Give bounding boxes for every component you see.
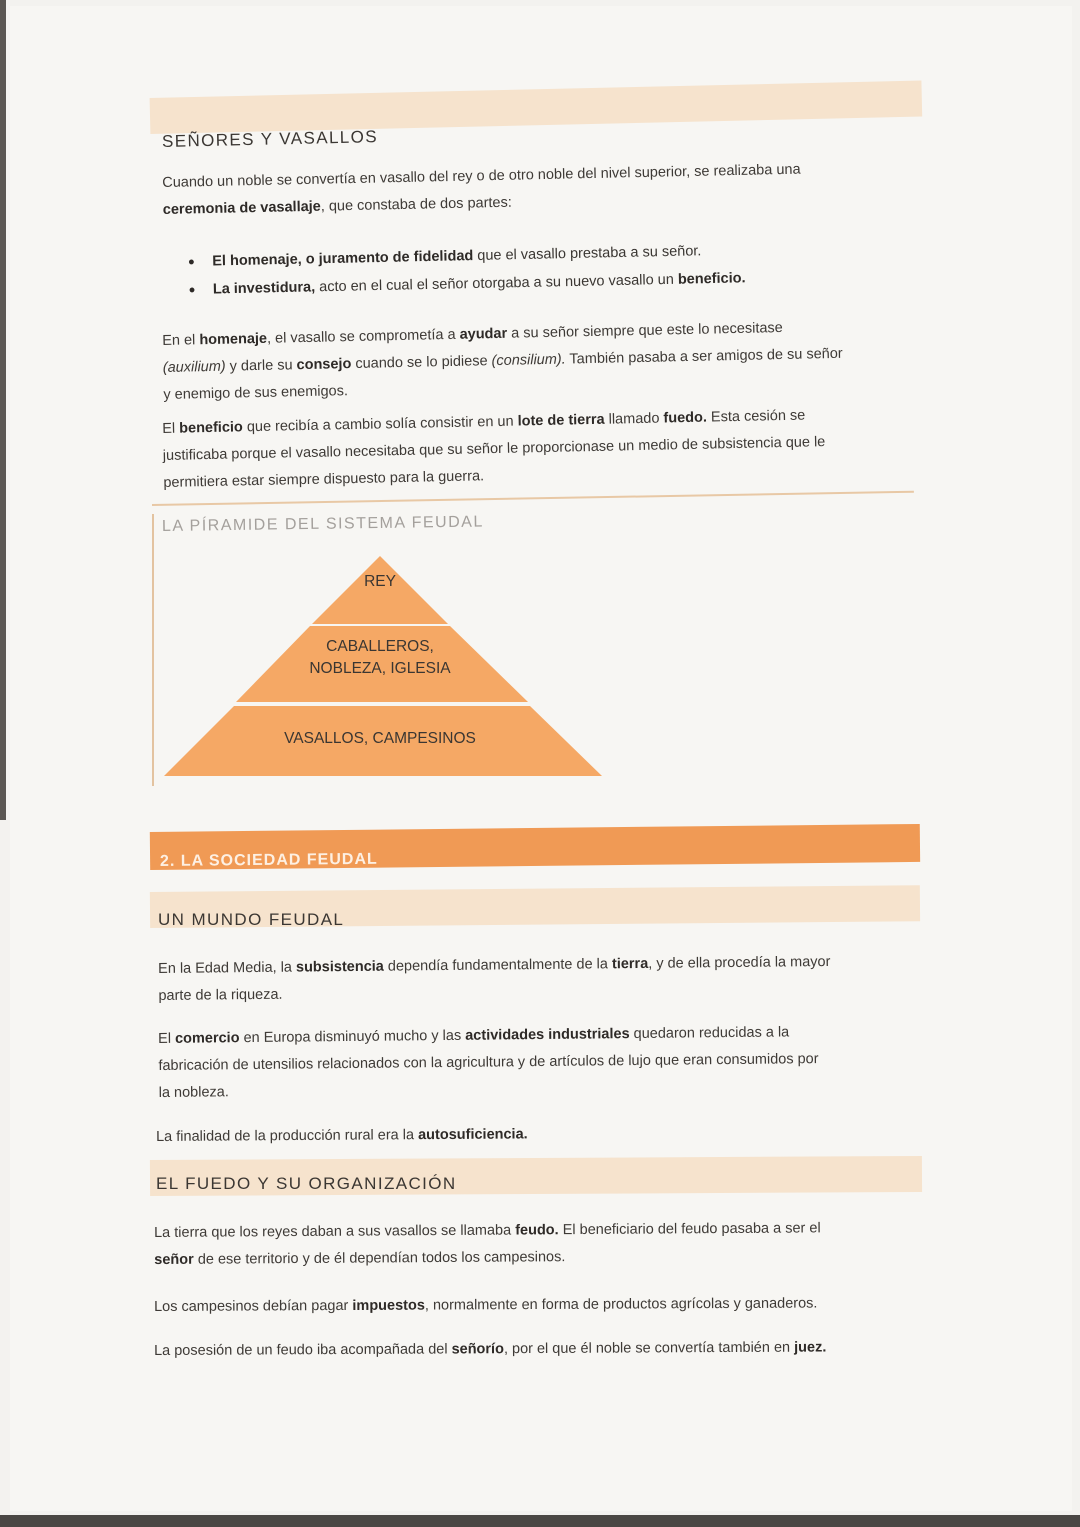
section-heading: EL FUEDO Y SU ORGANIZACIÓN: [156, 1174, 457, 1193]
pyramid-title: LA PÍRAMIDE DEL SISTEMA FEUDAL: [161, 513, 484, 535]
scan-edge-bottom: [0, 1515, 1080, 1527]
document-page: [10, 6, 1072, 1511]
section-heading-band: [150, 80, 923, 134]
pyramid-label-nobleza: CABALLEROS, NOBLEZA, IGLESIA: [309, 638, 451, 677]
section-heading: SEÑORES Y VASALLOS: [161, 127, 379, 151]
chapter-title: 2. LA SOCIEDAD FEUDAL: [159, 850, 378, 870]
paragraph-intro: Cuando un noble se convertía en vasallo del rey o de otro noble del nivel superior, se realizaba una ceremonia de vasallaje, que constaba de dos partes:: [162, 161, 801, 218]
paragraph-homenaje: En el homenaje, el vasallo se comprometía a ayudar a su señor siempre que este lo necesitase (auxilium) y darle su consejo cuando se lo pidiese (consilium). También pasaba a ser amigos de su señor y enemigo de sus enemigos.: [162, 320, 843, 403]
paragraph-subsistencia: En la Edad Media, la subsistencia dependía fundamentalmente de la tierra, y de ella procedía la mayor parte de la riqueza.: [158, 953, 831, 1004]
paragraph-feudo: La tierra que los reyes daban a sus vasallos se llamaba feudo. El beneficiario del feudo pasaba a ser el señor de ese territorio y de él dependían todos los campesinos.: [154, 1220, 821, 1268]
ceremony-parts-list: [188, 233, 889, 304]
paragraph-senorio: La posesión de un feudo iba acompañada del señorío, por el que él noble se convertía también en juez.: [154, 1339, 827, 1359]
paragraph-autosuficiencia: La finalidad de la producción rural era la autosuficiencia.: [156, 1126, 528, 1145]
paragraph-impuestos: Los campesinos debían pagar impuestos, normalmente en forma de productos agrícolas y ganaderos.: [154, 1295, 818, 1315]
pyramid-label-campesinos: VASALLOS, CAMPESINOS: [284, 730, 476, 747]
pyramid-label-rey: REY: [364, 573, 396, 590]
list-item: • La investidura, acto en el cual el señor otorgaba a su nuevo vasallo un beneficio.: [189, 261, 889, 304]
paragraph-beneficio: El beneficio que recibía a cambio solía consistir en un lote de tierra llamado fuedo. Esta cesión se justificaba porque el vasallo necesitaba que su señor le proporcionase un medio de subsistencia que le permitiera estar siempre dispuesto para la guerra.: [162, 407, 826, 491]
section-heading: UN MUNDO FEUDAL: [158, 910, 345, 929]
scan-edge-left: [0, 0, 6, 820]
paragraph-comercio: El comercio en Europa disminuyó mucho y las actividades industriales quedaron reducidas a la fabricación de utensilios relacionados con la agricultura y de artículos de lujo que eran consumidos por la nobleza.: [158, 1024, 819, 1101]
pyramid-box-left-rule: [152, 514, 154, 786]
list-item: • El homenaje, o juramento de fidelidad que el vasallo prestaba a su señor.: [188, 233, 888, 276]
